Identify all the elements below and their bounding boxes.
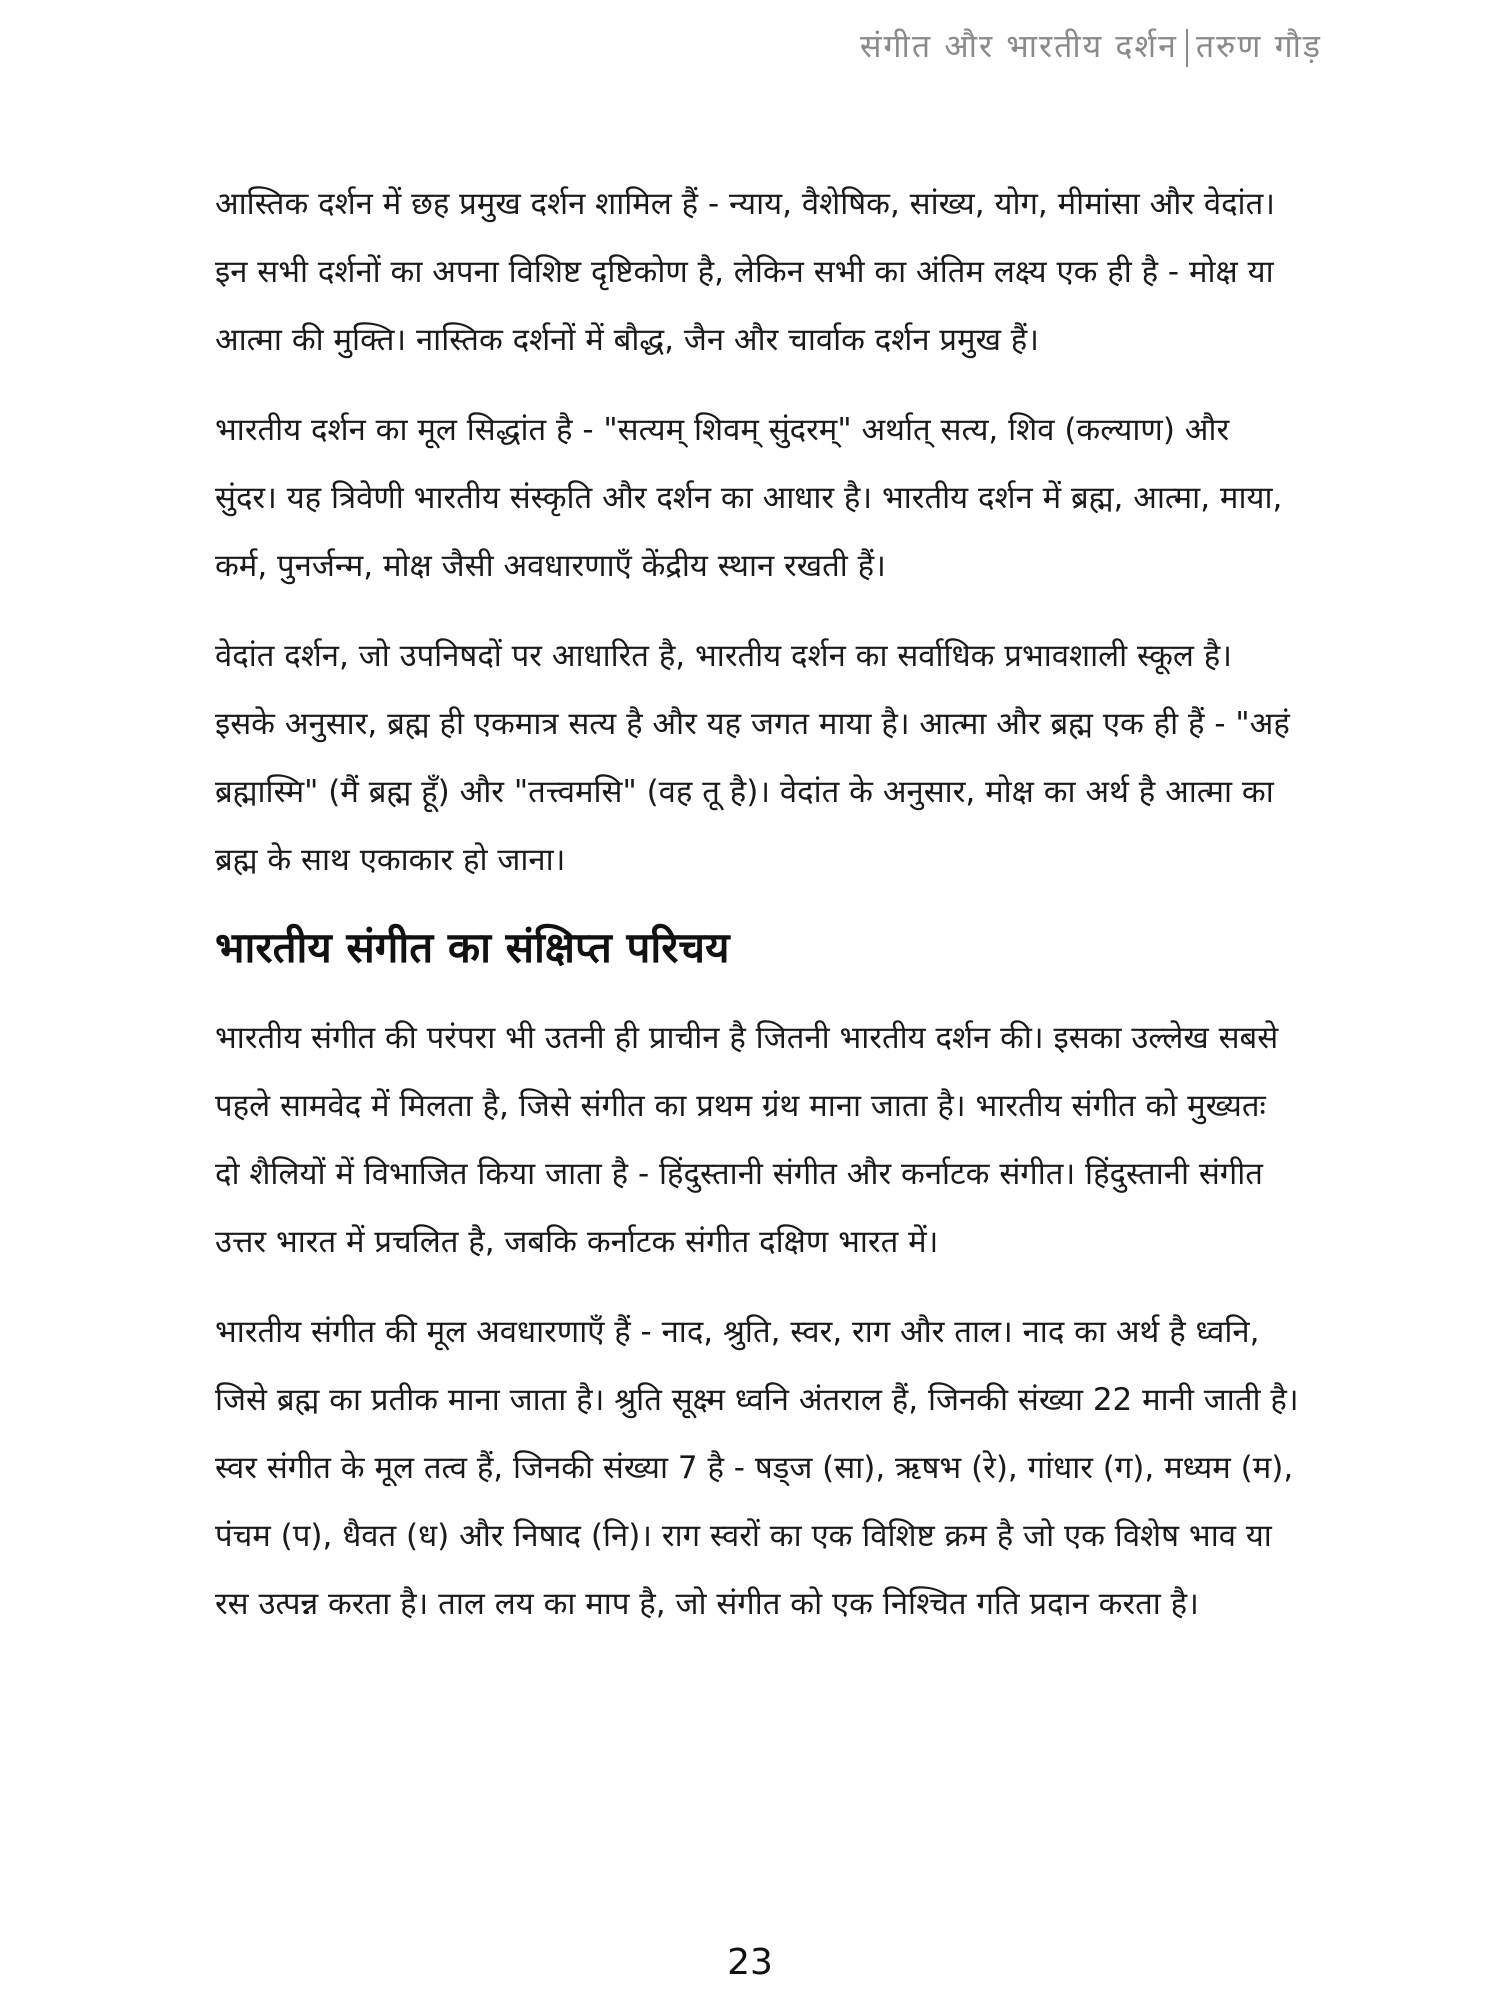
page-number: 23 <box>727 1942 773 1983</box>
paragraph-vedanta: वेदांत दर्शन, जो उपनिषदों पर आधारित है, भारतीय दर्शन का सर्वाधिक प्रभावशाली स्कूल है। इसके अनुसार, ब्रह्म ही एकमात्र सत्य है और यह जगत माया है। आत्मा और ब्रह्म एक ही हैं - "अहं ब्रह्मास्मि" (मैं ब्रह्म हूँ) और "तत्त्वमसि" (वह तू है)। वेदांत के अनुसार, मोक्ष का अर्थ है आत्मा का ब्रह्म के साथ एकाकार हो जाना। <box>215 638 1290 878</box>
paragraph-music-tradition: भारतीय संगीत की परंपरा भी उतनी ही प्राचीन है जितनी भारतीय दर्शन की। इसका उल्लेख सबसे पहले सामवेद में मिलता है, जिसे संगीत का प्रथम ग्रंथ माना जाता है। भारतीय संगीत को मुख्यतः दो शैलियों में विभाजित किया जाता है - हिंदुस्तानी संगीत और कर्नाटक संगीत। हिंदुस्तानी संगीत उत्तर भारत में प्रचलित है, जबकि कर्नाटक संगीत दक्षिण भारत में। <box>215 1020 1279 1260</box>
header-divider <box>1186 29 1188 67</box>
book-title: संगीत और भारतीय दर्शन <box>859 27 1178 65</box>
paragraph-satyam-shivam: भारतीय दर्शन का मूल सिद्धांत है - "सत्यम् शिवम् सुंदरम्" अर्थात् सत्य, शिव (कल्याण) और सुंदर। यह त्रिवेणी भारतीय संस्कृति और दर्शन का आधार है। भारतीय दर्शन में ब्रह्म, आत्मा, माया, कर्म, पुनर्जन्म, मोक्ष जैसी अवधारणाएँ केंद्रीय स्थान रखती हैं। <box>215 412 1283 584</box>
running-header <box>860 24 1322 67</box>
paragraph-music-concepts: भारतीय संगीत की मूल अवधारणाएँ हैं - नाद, श्रुति, स्वर, राग और ताल। नाद का अर्थ है ध्वनि, जिसे ब्रह्म का प्रतीक माना जाता है। श्रुति सूक्ष्म ध्वनि अंतराल हैं, जिनकी संख्या 22 मानी जाती है। स्वर संगीत के मूल तत्व हैं, जिनकी संख्या 7 है - षड्ज (सा), ऋषभ (रे), गांधार (ग), मध्यम (म), पंचम (प), धैवत (ध) और निषाद (नि)। राग स्वरों का एक विशिष्ट क्रम है जो एक विशेष भाव या रस उत्पन्न करता है। ताल लय का माप है, जो संगीत को एक निश्चित गति प्रदान करता है। <box>215 1314 1299 1622</box>
page-body <box>215 170 1300 1660</box>
author-name: तरुण गौड़ <box>1195 27 1322 65</box>
section-heading: भारतीय संगीत का संक्षिप्त परिचय <box>215 923 730 972</box>
paragraph-astik-darshan: आस्तिक दर्शन में छह प्रमुख दर्शन शामिल हैं - न्याय, वैशेषिक, सांख्य, योग, मीमांसा और वेदांत। इन सभी दर्शनों का अपना विशिष्ट दृष्टिकोण है, लेकिन सभी का अंतिम लक्ष्य एक ही है - मोक्ष या आत्मा की मुक्ति। नास्तिक दर्शनों में बौद्ध, जैन और चार्वाक दर्शन प्रमुख हैं। <box>215 186 1275 358</box>
